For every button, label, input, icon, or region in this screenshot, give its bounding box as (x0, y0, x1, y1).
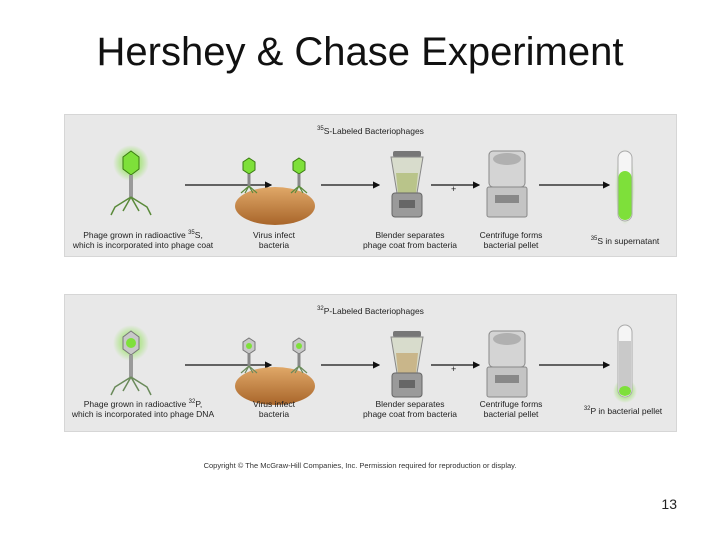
phosphorus-step2-caption: Virus infect bacteria (253, 399, 295, 419)
phosphorus-panel-header: $^{32}$P-Labeled Bacteriophages (317, 306, 424, 316)
sulfur-step3-caption: Blender separates phage coat from bacteria (362, 230, 458, 250)
blender-icon (391, 331, 423, 397)
slide-title: Hershey & Chase Experiment (96, 30, 624, 74)
blender-icon (391, 151, 423, 217)
phosphorus-experiment-panel (64, 294, 677, 432)
radioactive-dna-phage-icon (111, 325, 151, 395)
test-tube-supernatant-icon (615, 149, 635, 225)
copyright-notice: Copyright © The McGraw-Hill Companies, Inc. Permission required for reproduction or display. (203, 461, 517, 470)
bacterium-infected-icon (235, 338, 315, 405)
bacterium-infected-icon (235, 158, 315, 225)
sulfur-step4-caption: Centrifuge forms bacterial pellet (479, 230, 543, 250)
sulfur-step1-caption: Phage grown in radioactive $^{35}$S, which is incorporated into phage coat (72, 230, 214, 250)
centrifuge-icon (487, 331, 527, 397)
phosphorus-result-caption: $^{32}$P in bacterial pellet (583, 406, 663, 416)
plus-sign: + (451, 364, 457, 374)
sulfur-result-caption: $^{35}$S in supernatant (590, 236, 660, 246)
sulfur-experiment-panel (64, 114, 677, 257)
sulfur-panel-header: $^{35}$S-Labeled Bacteriophages (317, 126, 424, 136)
centrifuge-icon (487, 151, 527, 217)
plus-sign: + (451, 184, 457, 194)
phosphorus-step1-caption: Phage grown in radioactive $^{32}$P, which is incorporated into phage DNA (71, 399, 215, 419)
sulfur-step2-caption: Virus infect bacteria (253, 230, 295, 250)
page-number: 13 (661, 496, 677, 512)
phosphorus-step3-caption: Blender separates phage coat from bacteria (362, 399, 458, 419)
test-tube-pellet-icon (613, 325, 637, 403)
phosphorus-step4-caption: Centrifuge forms bacterial pellet (479, 399, 543, 419)
radioactive-phage-icon (111, 145, 151, 215)
